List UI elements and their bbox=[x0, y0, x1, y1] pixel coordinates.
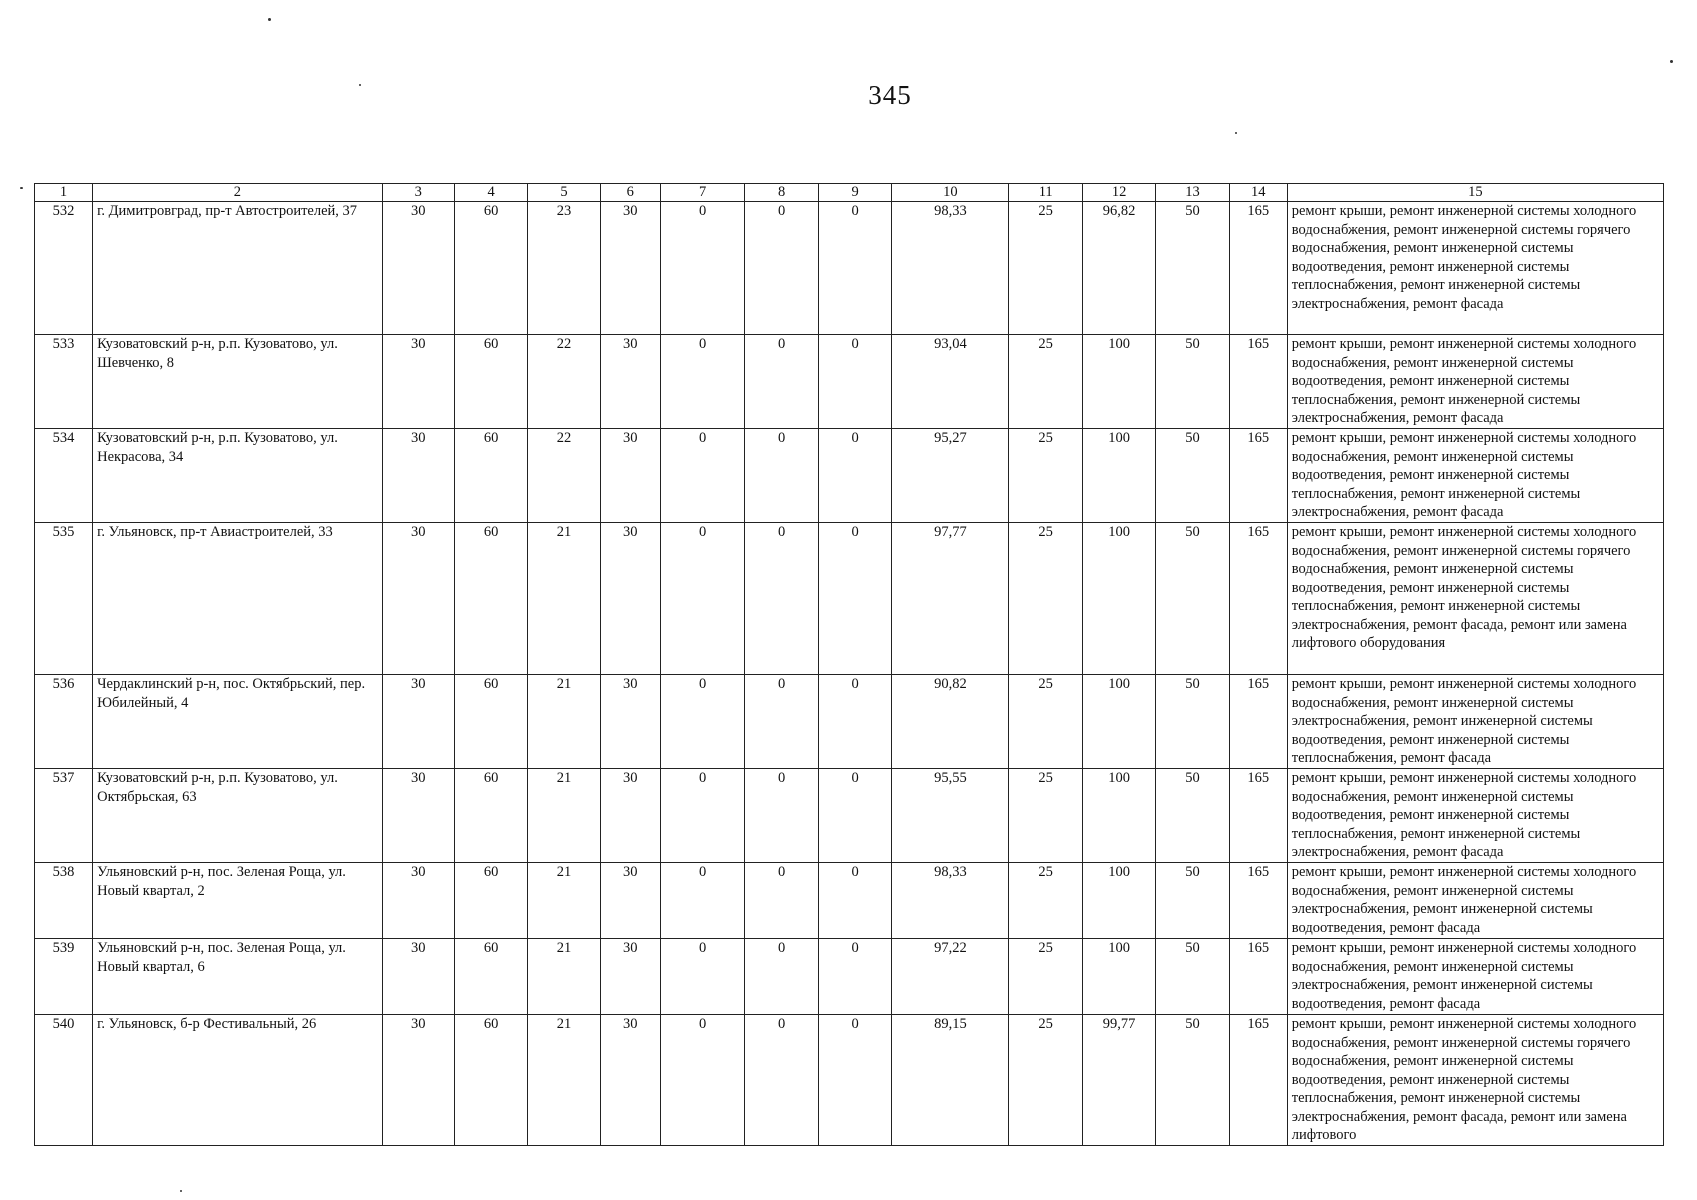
value-cell: 0 bbox=[818, 429, 891, 523]
value-cell: 30 bbox=[382, 675, 454, 769]
table-row bbox=[35, 863, 1664, 939]
row-number-cell: 539 bbox=[35, 939, 93, 1015]
value-cell: 50 bbox=[1156, 769, 1229, 863]
value-cell: 0 bbox=[745, 675, 818, 769]
value-cell: 21 bbox=[528, 769, 600, 863]
table-row bbox=[35, 939, 1664, 1015]
value-cell: 60 bbox=[454, 523, 527, 675]
value-cell: 60 bbox=[454, 939, 527, 1015]
address-cell: г. Ульяновск, б-р Фестивальный, 26 bbox=[93, 1015, 383, 1146]
row-number-cell: 534 bbox=[35, 429, 93, 523]
value-cell: 0 bbox=[745, 769, 818, 863]
value-cell: 95,55 bbox=[892, 769, 1009, 863]
value-cell: 165 bbox=[1229, 335, 1287, 429]
table-row bbox=[35, 429, 1664, 523]
value-cell: 30 bbox=[600, 202, 660, 335]
value-cell: 0 bbox=[745, 523, 818, 675]
scan-speck bbox=[1235, 132, 1237, 134]
value-cell: 25 bbox=[1009, 202, 1082, 335]
column-header: 12 bbox=[1082, 184, 1155, 202]
column-header: 8 bbox=[745, 184, 818, 202]
column-header: 9 bbox=[818, 184, 891, 202]
value-cell: 89,15 bbox=[892, 1015, 1009, 1146]
value-cell: 30 bbox=[382, 523, 454, 675]
value-cell: 22 bbox=[528, 429, 600, 523]
page-number: 345 bbox=[868, 80, 912, 110]
value-cell: 99,77 bbox=[1082, 1015, 1155, 1146]
row-number-cell: 533 bbox=[35, 335, 93, 429]
address-cell: Кузоватовский р-н, р.п. Кузоватово, ул. Октябрьская, 63 bbox=[93, 769, 383, 863]
value-cell: 30 bbox=[600, 429, 660, 523]
row-number-cell: 536 bbox=[35, 675, 93, 769]
value-cell: 30 bbox=[600, 335, 660, 429]
column-header: 1 bbox=[35, 184, 93, 202]
row-number-cell: 538 bbox=[35, 863, 93, 939]
works-list-cell: ремонт крыши, ремонт инженерной системы холодного водоснабжения, ремонт инженерной системы электроснабжения, ремонт инженерной системы водоотведения, ремонт инженерной системы теплоснабжения, ремонт фасада bbox=[1287, 675, 1663, 769]
value-cell: 0 bbox=[660, 675, 745, 769]
value-cell: 95,27 bbox=[892, 429, 1009, 523]
value-cell: 165 bbox=[1229, 939, 1287, 1015]
value-cell: 25 bbox=[1009, 1015, 1082, 1146]
value-cell: 90,82 bbox=[892, 675, 1009, 769]
value-cell: 30 bbox=[600, 939, 660, 1015]
value-cell: 60 bbox=[454, 769, 527, 863]
value-cell: 50 bbox=[1156, 939, 1229, 1015]
value-cell: 30 bbox=[600, 863, 660, 939]
column-header: 3 bbox=[382, 184, 454, 202]
works-list-cell: ремонт крыши, ремонт инженерной системы холодного водоснабжения, ремонт инженерной системы водоотведения, ремонт инженерной системы теплоснабжения, ремонт инженерной системы электроснабжения, ремонт фасада bbox=[1287, 769, 1663, 863]
value-cell: 0 bbox=[818, 863, 891, 939]
value-cell: 21 bbox=[528, 863, 600, 939]
value-cell: 50 bbox=[1156, 675, 1229, 769]
table-row bbox=[35, 769, 1664, 863]
value-cell: 100 bbox=[1082, 939, 1155, 1015]
row-number-cell: 537 bbox=[35, 769, 93, 863]
value-cell: 100 bbox=[1082, 675, 1155, 769]
value-cell: 100 bbox=[1082, 523, 1155, 675]
value-cell: 0 bbox=[745, 939, 818, 1015]
value-cell: 96,82 bbox=[1082, 202, 1155, 335]
value-cell: 25 bbox=[1009, 335, 1082, 429]
scan-speck bbox=[180, 1190, 182, 1192]
value-cell: 30 bbox=[382, 863, 454, 939]
scan-speck bbox=[20, 187, 23, 189]
table-row bbox=[35, 202, 1664, 335]
works-list-cell: ремонт крыши, ремонт инженерной системы холодного водоснабжения, ремонт инженерной системы горячего водоснабжения, ремонт инженерной системы водоотведения, ремонт инженерной системы теплоснабжения, ремонт инженерной системы электроснабжения, ремонт фасада, ремонт или замена лифтового bbox=[1287, 1015, 1663, 1146]
works-list-cell: ремонт крыши, ремонт инженерной системы холодного водоснабжения, ремонт инженерной системы водоотведения, ремонт инженерной системы теплоснабжения, ремонт инженерной системы электроснабжения, ремонт фасада bbox=[1287, 335, 1663, 429]
value-cell: 0 bbox=[818, 939, 891, 1015]
value-cell: 0 bbox=[818, 202, 891, 335]
works-list-cell: ремонт крыши, ремонт инженерной системы холодного водоснабжения, ремонт инженерной системы водоотведения, ремонт инженерной системы теплоснабжения, ремонт инженерной системы электроснабжения, ремонт фасада bbox=[1287, 429, 1663, 523]
value-cell: 93,04 bbox=[892, 335, 1009, 429]
value-cell: 0 bbox=[660, 939, 745, 1015]
address-cell: Ульяновский р-н, пос. Зеленая Роща, ул. Новый квартал, 6 bbox=[93, 939, 383, 1015]
value-cell: 21 bbox=[528, 939, 600, 1015]
value-cell: 165 bbox=[1229, 429, 1287, 523]
value-cell: 0 bbox=[660, 863, 745, 939]
value-cell: 0 bbox=[818, 335, 891, 429]
value-cell: 0 bbox=[745, 429, 818, 523]
value-cell: 100 bbox=[1082, 335, 1155, 429]
value-cell: 0 bbox=[818, 675, 891, 769]
column-header: 4 bbox=[454, 184, 527, 202]
value-cell: 30 bbox=[382, 202, 454, 335]
works-list-cell: ремонт крыши, ремонт инженерной системы холодного водоснабжения, ремонт инженерной системы горячего водоснабжения, ремонт инженерной системы водоотведения, ремонт инженерной системы теплоснабжения, ремонт инженерной системы электроснабжения, ремонт фасада, ремонт или замена лифтового оборудования bbox=[1287, 523, 1663, 675]
value-cell: 165 bbox=[1229, 769, 1287, 863]
value-cell: 50 bbox=[1156, 863, 1229, 939]
value-cell: 60 bbox=[454, 675, 527, 769]
table-row bbox=[35, 1015, 1664, 1146]
row-number-cell: 532 bbox=[35, 202, 93, 335]
value-cell: 60 bbox=[454, 429, 527, 523]
works-list-cell: ремонт крыши, ремонт инженерной системы холодного водоснабжения, ремонт инженерной системы электроснабжения, ремонт инженерной системы водоотведения, ремонт фасада bbox=[1287, 939, 1663, 1015]
value-cell: 50 bbox=[1156, 429, 1229, 523]
row-number-cell: 540 bbox=[35, 1015, 93, 1146]
value-cell: 23 bbox=[528, 202, 600, 335]
value-cell: 21 bbox=[528, 1015, 600, 1146]
table-row bbox=[35, 523, 1664, 675]
address-cell: Кузоватовский р-н, р.п. Кузоватово, ул. Шевченко, 8 bbox=[93, 335, 383, 429]
value-cell: 50 bbox=[1156, 202, 1229, 335]
works-list-cell: ремонт крыши, ремонт инженерной системы холодного водоснабжения, ремонт инженерной системы горячего водоснабжения, ремонт инженерной системы водоотведения, ремонт инженерной системы теплоснабжения, ремонт инженерной системы электроснабжения, ремонт фасада bbox=[1287, 202, 1663, 335]
value-cell: 0 bbox=[745, 1015, 818, 1146]
value-cell: 60 bbox=[454, 335, 527, 429]
value-cell: 30 bbox=[600, 523, 660, 675]
column-header: 10 bbox=[892, 184, 1009, 202]
value-cell: 165 bbox=[1229, 863, 1287, 939]
value-cell: 165 bbox=[1229, 675, 1287, 769]
column-header: 13 bbox=[1156, 184, 1229, 202]
value-cell: 50 bbox=[1156, 1015, 1229, 1146]
value-cell: 60 bbox=[454, 863, 527, 939]
value-cell: 100 bbox=[1082, 863, 1155, 939]
value-cell: 30 bbox=[382, 939, 454, 1015]
value-cell: 0 bbox=[660, 429, 745, 523]
value-cell: 100 bbox=[1082, 769, 1155, 863]
value-cell: 25 bbox=[1009, 429, 1082, 523]
value-cell: 97,22 bbox=[892, 939, 1009, 1015]
value-cell: 165 bbox=[1229, 202, 1287, 335]
value-cell: 0 bbox=[660, 202, 745, 335]
scan-speck bbox=[1670, 60, 1673, 63]
value-cell: 30 bbox=[382, 429, 454, 523]
address-cell: г. Димитровград, пр-т Автостроителей, 37 bbox=[93, 202, 383, 335]
value-cell: 60 bbox=[454, 1015, 527, 1146]
value-cell: 25 bbox=[1009, 769, 1082, 863]
column-header: 6 bbox=[600, 184, 660, 202]
value-cell: 0 bbox=[745, 863, 818, 939]
works-list-cell: ремонт крыши, ремонт инженерной системы холодного водоснабжения, ремонт инженерной системы электроснабжения, ремонт инженерной системы водоотведения, ремонт фасада bbox=[1287, 863, 1663, 939]
value-cell: 0 bbox=[660, 523, 745, 675]
value-cell: 30 bbox=[382, 335, 454, 429]
value-cell: 0 bbox=[660, 335, 745, 429]
value-cell: 60 bbox=[454, 202, 527, 335]
repair-program-table bbox=[34, 183, 1664, 1146]
value-cell: 0 bbox=[660, 1015, 745, 1146]
value-cell: 100 bbox=[1082, 429, 1155, 523]
value-cell: 0 bbox=[818, 769, 891, 863]
column-header: 2 bbox=[93, 184, 383, 202]
value-cell: 25 bbox=[1009, 675, 1082, 769]
value-cell: 30 bbox=[600, 769, 660, 863]
value-cell: 0 bbox=[818, 523, 891, 675]
value-cell: 30 bbox=[600, 675, 660, 769]
address-cell: Чердаклинский р-н, пос. Октябрьский, пер. Юбилейный, 4 bbox=[93, 675, 383, 769]
value-cell: 0 bbox=[745, 202, 818, 335]
row-number-cell: 535 bbox=[35, 523, 93, 675]
column-numbers-row bbox=[35, 184, 1664, 202]
column-header: 7 bbox=[660, 184, 745, 202]
value-cell: 22 bbox=[528, 335, 600, 429]
value-cell: 97,77 bbox=[892, 523, 1009, 675]
value-cell: 25 bbox=[1009, 523, 1082, 675]
value-cell: 0 bbox=[818, 1015, 891, 1146]
address-cell: Ульяновский р-н, пос. Зеленая Роща, ул. Новый квартал, 2 bbox=[93, 863, 383, 939]
value-cell: 30 bbox=[382, 1015, 454, 1146]
scan-speck bbox=[359, 84, 361, 86]
value-cell: 25 bbox=[1009, 939, 1082, 1015]
value-cell: 50 bbox=[1156, 335, 1229, 429]
table-row bbox=[35, 335, 1664, 429]
value-cell: 0 bbox=[745, 335, 818, 429]
value-cell: 0 bbox=[660, 769, 745, 863]
column-header: 14 bbox=[1229, 184, 1287, 202]
value-cell: 165 bbox=[1229, 1015, 1287, 1146]
value-cell: 25 bbox=[1009, 863, 1082, 939]
value-cell: 98,33 bbox=[892, 863, 1009, 939]
value-cell: 30 bbox=[600, 1015, 660, 1146]
table-row bbox=[35, 675, 1664, 769]
value-cell: 30 bbox=[382, 769, 454, 863]
value-cell: 21 bbox=[528, 675, 600, 769]
scan-speck bbox=[268, 18, 271, 21]
address-cell: г. Ульяновск, пр-т Авиастроителей, 33 bbox=[93, 523, 383, 675]
column-header: 11 bbox=[1009, 184, 1082, 202]
value-cell: 165 bbox=[1229, 523, 1287, 675]
address-cell: Кузоватовский р-н, р.п. Кузоватово, ул. Некрасова, 34 bbox=[93, 429, 383, 523]
value-cell: 21 bbox=[528, 523, 600, 675]
column-header: 5 bbox=[528, 184, 600, 202]
value-cell: 98,33 bbox=[892, 202, 1009, 335]
value-cell: 50 bbox=[1156, 523, 1229, 675]
column-header: 15 bbox=[1287, 184, 1663, 202]
